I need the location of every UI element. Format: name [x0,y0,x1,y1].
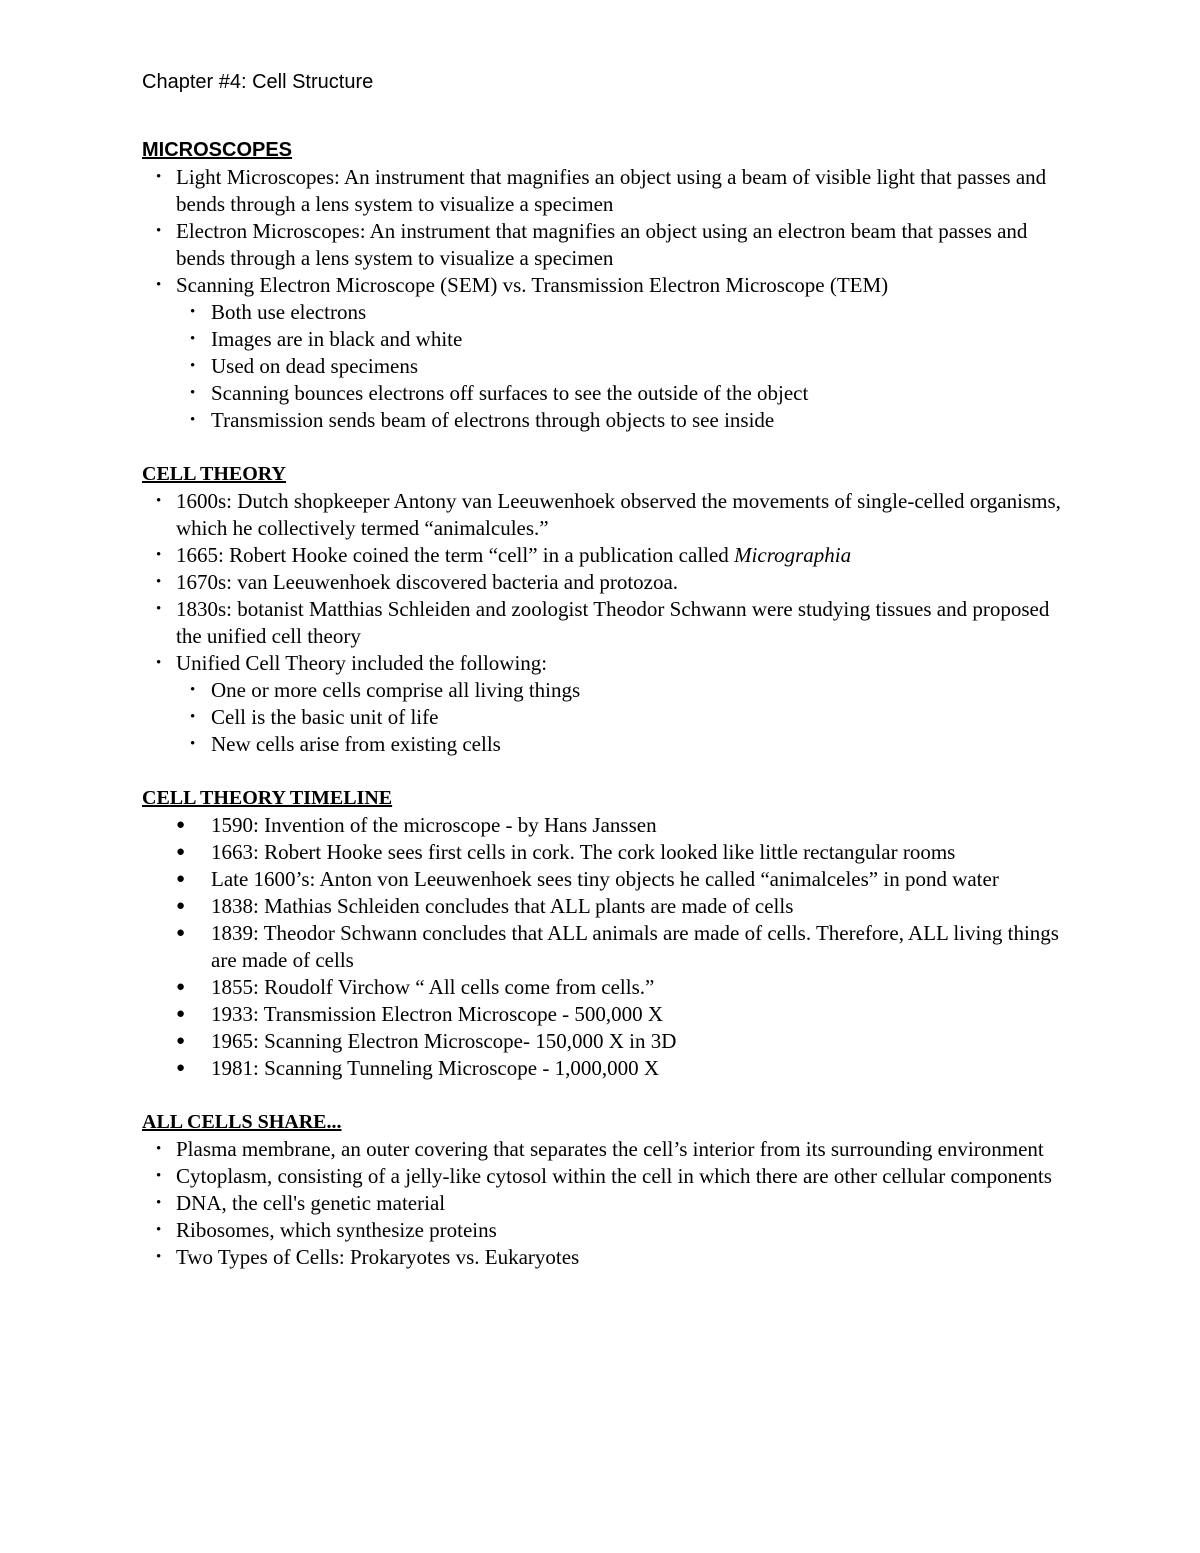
timeline-item: ● 1839: Theodor Schwann concludes that ALL animals are made of cells. Therefore, ALL living things are made of cells [142,920,1062,974]
document-page [142,68,1062,1297]
heading-microscopes: MICROSCOPES [142,139,293,161]
timeline-item: ● 1590: Invention of the microscope - by Hans Janssen [142,812,1062,839]
list-item: • Electron Microscopes: An instrument that magnifies an object using an electron beam that passes and bends through a lens system to visualize a specimen [142,218,1062,272]
list-item-text: Scanning Electron Microscope (SEM) vs. Transmission Electron Microscope (TEM) [176,273,889,297]
section-cell-theory [142,460,1062,758]
timeline-item: ● 1933: Transmission Electron Microscope - 500,000 X [142,1001,1062,1028]
cell-theory-sublist [176,677,1062,758]
list-item: • Ribosomes, which synthesize proteins [142,1217,1062,1244]
sub-list-item: • Scanning bounces electrons off surfaces to see the outside of the object [176,380,1062,407]
section-all-cells [142,1108,1062,1271]
list-item: • Plasma membrane, an outer covering that separates the cell’s interior from its surrounding environment [142,1136,1062,1163]
list-item-text: Unified Cell Theory included the following: [176,651,548,675]
list-item: • Two Types of Cells: Prokaryotes vs. Eukaryotes [142,1244,1062,1271]
all-cells-list [142,1136,1062,1271]
sub-list-item: • Transmission sends beam of electrons through objects to see inside [176,407,1062,434]
sub-list-item: • Cell is the basic unit of life [176,704,1062,731]
list-item: • Light Microscopes: An instrument that magnifies an object using a beam of visible light that passes and bends through a lens system to visualize a specimen [142,164,1062,218]
timeline-item: ● 1663: Robert Hooke sees first cells in cork. The cork looked like little rectangular rooms [142,839,1062,866]
list-item: • 1670s: van Leeuwenhoek discovered bacteria and protozoa. [142,569,1062,596]
list-item-text: 1665: Robert Hooke coined the term “cell” in a publication called [176,543,735,567]
list-item: • 1830s: botanist Matthias Schleiden and zoologist Theodor Schwann were studying tissues and proposed the unified cell theory [142,596,1062,650]
timeline-item: ● 1838: Mathias Schleiden concludes that ALL plants are made of cells [142,893,1062,920]
list-item [142,542,1062,569]
section-microscopes [142,136,1062,434]
timeline-item: ● 1965: Scanning Electron Microscope- 150,000 X in 3D [142,1028,1062,1055]
list-item: • DNA, the cell's genetic material [142,1190,1062,1217]
sub-list-item: • Used on dead specimens [176,353,1062,380]
timeline-item: ● Late 1600’s: Anton von Leeuwenhoek sees tiny objects he called “animalceles” in pond water [142,866,1062,893]
list-item [142,272,1062,434]
publication-title: Micrographia [734,543,852,567]
heading-cell-theory: CELL THEORY [142,463,286,485]
document-title: Chapter #4: Cell Structure [142,71,374,93]
microscopes-list [142,164,1062,434]
list-item: • 1600s: Dutch shopkeeper Antony van Leeuwenhoek observed the movements of single-celled organisms, which he collectively termed “animalcules.” [142,488,1062,542]
list-item [142,650,1062,758]
sub-list-item: • New cells arise from existing cells [176,731,1062,758]
sub-list-item: • Images are in black and white [176,326,1062,353]
list-item: • Cytoplasm, consisting of a jelly-like cytosol within the cell in which there are other cellular components [142,1163,1062,1190]
heading-timeline: CELL THEORY TIMELINE [142,787,393,809]
cell-theory-list [142,488,1062,758]
section-timeline [142,784,1062,1082]
timeline-item: ● 1981: Scanning Tunneling Microscope - 1,000,000 X [142,1055,1062,1082]
sub-list-item: • Both use electrons [176,299,1062,326]
microscopes-sublist [176,299,1062,434]
timeline-item: ● 1855: Roudolf Virchow “ All cells come from cells.” [142,974,1062,1001]
heading-all-cells: ALL CELLS SHARE... [142,1111,342,1133]
sub-list-item: • One or more cells comprise all living things [176,677,1062,704]
timeline-list [142,812,1062,1082]
